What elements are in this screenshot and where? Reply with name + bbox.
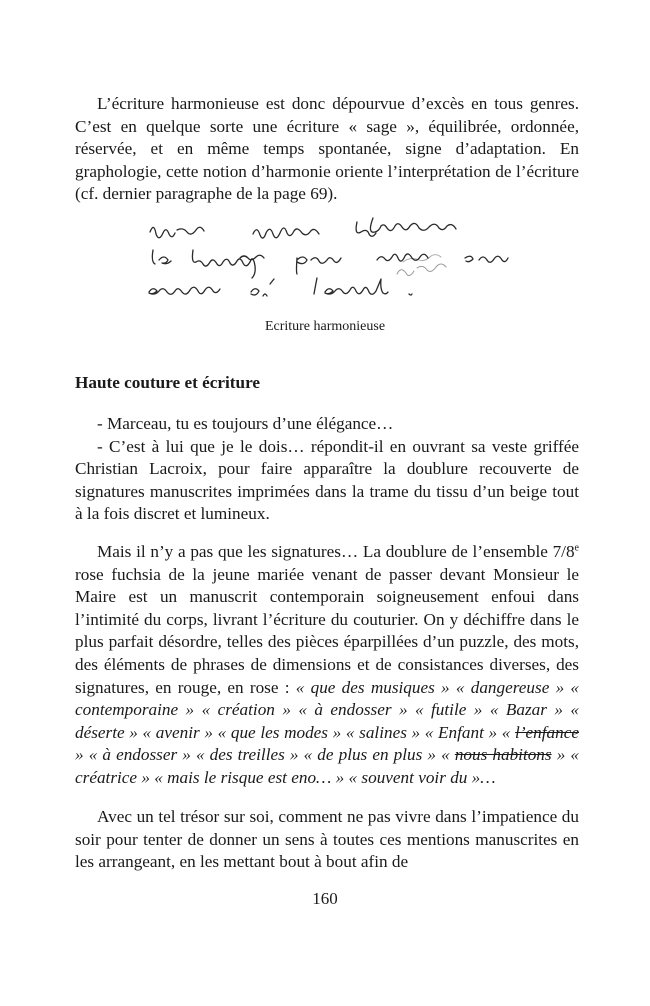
paragraph3-text-part1: Mais il n’y a pas que les signatures… La doublure de l’ensemble 7/8 — [97, 542, 575, 561]
dialog-line-1: - Marceau, tu es toujours d’une élégance… — [97, 414, 394, 433]
dialog-line-2: - C’est à lui que je le dois… répondit-il en ouvrant sa veste griffée Christian Lacroix, pour faire apparaître la doublure recouverte de signatures manuscrites imprimées dans la trame du tissu d’un beige tout à la fois discret et lumineux. — [75, 436, 579, 524]
section-heading: Haute couture et écriture — [75, 373, 261, 392]
handwriting-sample-drawing — [145, 210, 525, 310]
struck-word-enfance: l’enfance — [515, 722, 579, 742]
dialog-block — [75, 413, 579, 526]
figure-caption: Ecriture harmonieuse — [264, 319, 386, 334]
paragraph3-text-part2: rose fuchsia de la jeune mariée venant de passer devant Monsieur le Maire est un manuscrit contemporain soigneusement enfoui dans l’intimité du corps, livrant l’écriture du couturier. On y déchiffre dans le plus parfait désordre, telles des pièces éparpillées d’un puzzle, des mots, des éléments de phrases de dimensions et de consistances diverses, des signatures, en rouge, en rose : — [75, 564, 579, 697]
paragraph-treasure: Avec un tel trésor sur soi, comment ne pas vivre dans l’impatience du soir pour tenter de donner un sens à toutes ces mentions manuscrites en les arrangeant, en les mettant bout à bout afin de — [75, 807, 579, 872]
page-number: 160 — [312, 889, 338, 908]
quoted-words-2: » « à endosser » « des treilles » « de plus en plus » « — [75, 745, 455, 765]
handwriting-sample-image — [145, 210, 525, 310]
quoted-words-3: » « créatrice » « mais le risque est eno… » « souvent voir du »… — [75, 745, 579, 787]
paragraph-harmonious-writing: L’écriture harmonieuse est donc dépourvue d’excès en tous genres. C’est en quelque sorte une écriture « sage », équilibrée, ordonnée, réservée, et en même temps spontanée, signe d’adaptation. En graphologie, cette notion d’harmonie oriente l’interprétation de l’écriture (cf. dernier paragraphe de la page 69). — [75, 94, 579, 204]
paragraph-lining-manuscript — [75, 541, 579, 790]
quoted-words-1: « que des musiques » « dangereuse » « contemporaine » « création » « à endosser » « futile » « Bazar » « déserte » « avenir » « que les modes » « salines » « Enfant » « — [75, 677, 580, 742]
struck-words-nous-habitons: nous habitons — [454, 745, 552, 765]
superscript-e: e — [574, 542, 579, 554]
